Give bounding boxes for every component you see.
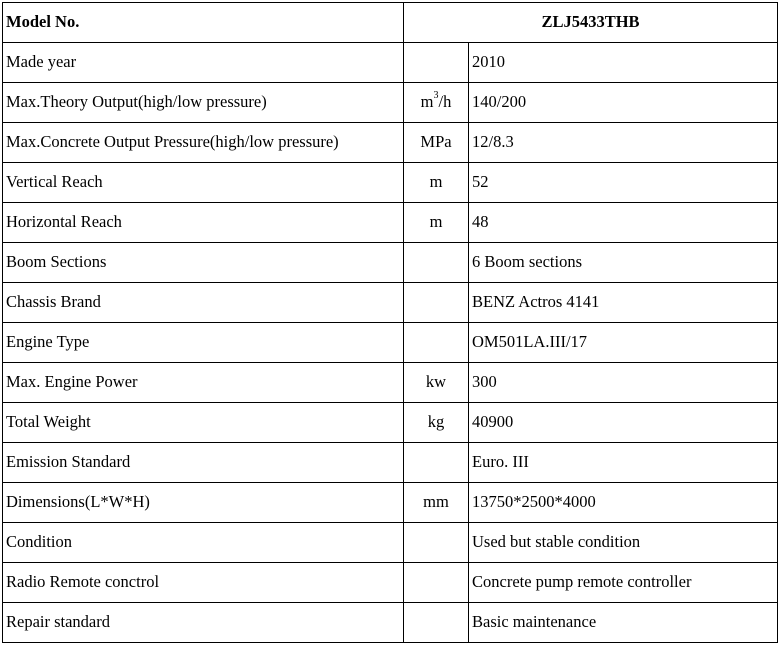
row-value: BENZ Actros 4141 [469,283,778,323]
row-unit [404,283,469,323]
table-row [3,243,778,283]
unit-base: m [420,92,434,112]
row-value: Basic maintenance [469,603,778,643]
row-unit [404,83,469,123]
model-number-label: Model No. [3,3,404,43]
model-number-value: ZLJ5433THB [404,3,778,43]
table-row [3,43,778,83]
row-value: 52 [469,163,778,203]
specification-table [2,2,778,643]
row-label: Repair standard [3,603,404,643]
row-value: 6 Boom sections [469,243,778,283]
row-label: Vertical Reach [3,163,404,203]
row-label: Radio Remote conctrol [3,563,404,603]
row-unit [404,563,469,603]
row-label: Max.Concrete Output Pressure(high/low pressure) [3,123,404,163]
header-row [3,3,778,43]
row-unit: m [404,163,469,203]
row-label: Engine Type [3,323,404,363]
table-row [3,483,778,523]
row-label: Made year [3,43,404,83]
row-label: Emission Standard [3,443,404,483]
row-value: Concrete pump remote controller [469,563,778,603]
row-value: 12/8.3 [469,123,778,163]
row-unit: kg [404,403,469,443]
row-value: 140/200 [469,83,778,123]
row-unit [404,523,469,563]
row-unit [404,443,469,483]
table-row [3,283,778,323]
row-label: Chassis Brand [3,283,404,323]
row-value: 48 [469,203,778,243]
row-label: Max. Engine Power [3,363,404,403]
row-value: OM501LA.III/17 [469,323,778,363]
row-unit [404,43,469,83]
row-unit [404,323,469,363]
row-unit [404,243,469,283]
row-value: 13750*2500*4000 [469,483,778,523]
table-row [3,163,778,203]
table-row [3,203,778,243]
table-row [3,363,778,403]
specification-table-body [3,3,778,643]
table-row [3,603,778,643]
table-row [3,323,778,363]
row-unit: kw [404,363,469,403]
table-row [3,563,778,603]
table-row [3,83,778,123]
row-unit: m [404,203,469,243]
row-value: 40900 [469,403,778,443]
row-value: 2010 [469,43,778,83]
table-row [3,523,778,563]
row-label: Condition [3,523,404,563]
row-label: Horizontal Reach [3,203,404,243]
row-label: Boom Sections [3,243,404,283]
row-unit: MPa [404,123,469,163]
row-label: Total Weight [3,403,404,443]
row-value: 300 [469,363,778,403]
table-row [3,443,778,483]
row-value: Euro. III [469,443,778,483]
row-value: Used but stable condition [469,523,778,563]
unit-suffix: /h [438,92,452,112]
row-label: Max.Theory Output(high/low pressure) [3,83,404,123]
table-row [3,123,778,163]
row-unit: mm [404,483,469,523]
row-unit [404,603,469,643]
unit-superscript: 3 [433,90,439,102]
row-label: Dimensions(L*W*H) [3,483,404,523]
table-row [3,403,778,443]
